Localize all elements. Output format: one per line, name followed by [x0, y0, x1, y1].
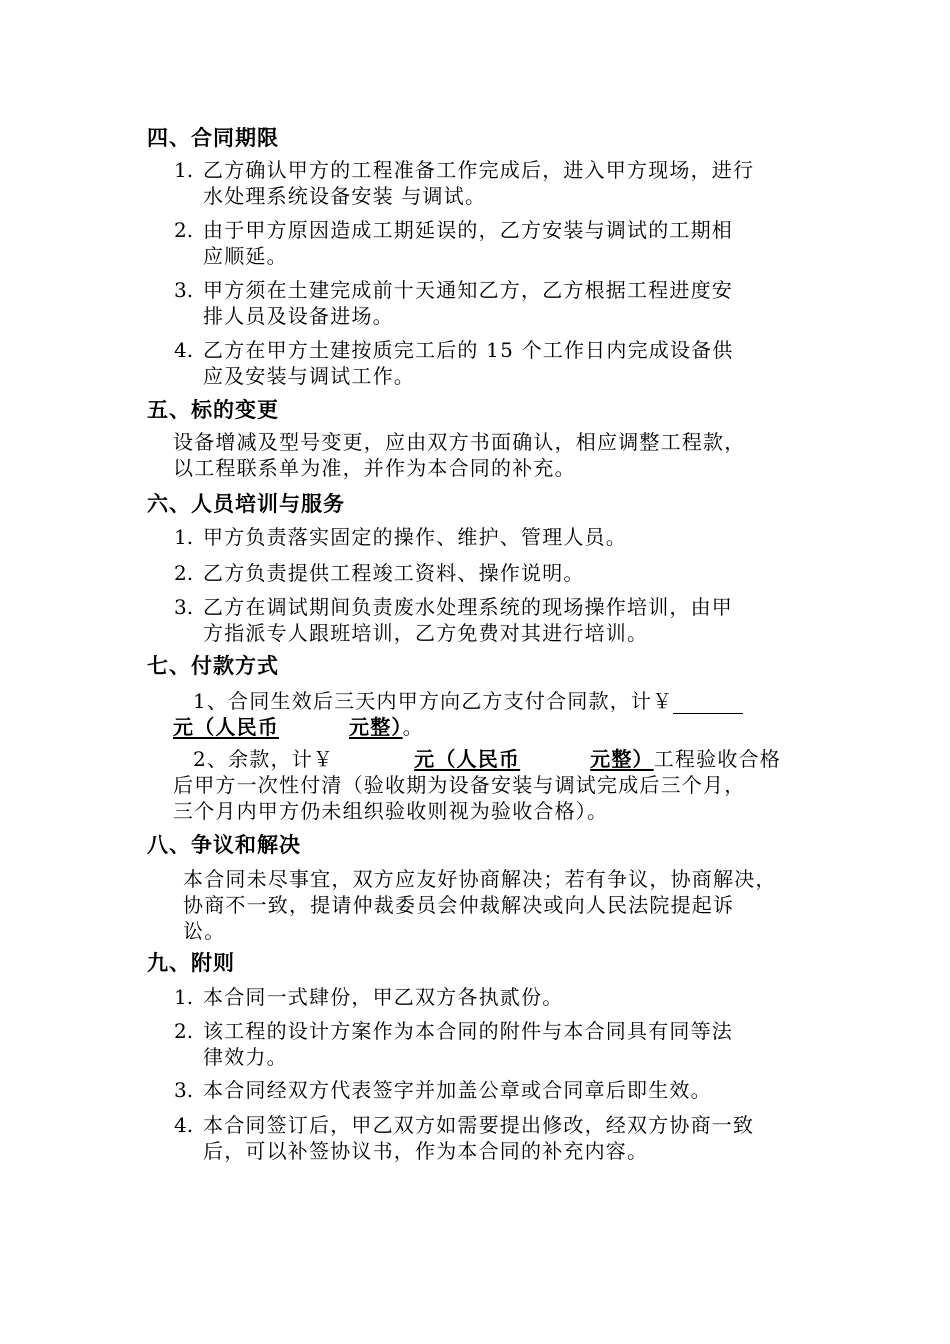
item-text: 本合同一式肆份，甲乙双方各执贰份。: [203, 985, 564, 1009]
paragraph-line: 协商不一致，提请仲裁委员会仲裁解决或向人民法院提起诉: [183, 893, 735, 917]
item-number: 3.: [174, 278, 194, 302]
item-text: 甲方须在土建完成前十天通知乙方，乙方根据工程进度安: [203, 278, 733, 302]
item-text-cont: 排人员及设备进场。: [203, 304, 394, 328]
amount-blank: [334, 746, 414, 772]
paragraph-line: 设备增减及型号变更，应由双方书面确认，相应调整工程款，: [173, 430, 746, 454]
item-text: 乙方负责提供工程竣工资料、操作说明。: [203, 561, 585, 585]
period: 。: [402, 715, 424, 739]
section-heading-payment: 七、付款方式: [147, 654, 279, 678]
rmb-label: 元（人民币: [414, 747, 521, 771]
item-text-cont: 后，可以补签协议书，作为本合同的补充内容。: [203, 1139, 649, 1163]
payment-clause-2-tail: 工程验收合格: [653, 747, 781, 771]
item-number: 4.: [174, 1113, 194, 1137]
payment-clause-1-text: 1、合同生效后三天内甲方向乙方支付合同款，计￥: [193, 689, 674, 713]
item-text: 该工程的设计方案作为本合同的附件与本合同具有同等法: [203, 1019, 733, 1043]
paragraph-line: 三个月内甲方仍未组织验收则视为验收合格）。: [173, 799, 609, 823]
rmb-end-label: 元整）: [349, 715, 403, 739]
item-text: 由于甲方原因造成工期延误的，乙方安装与调试的工期相: [203, 218, 733, 242]
paragraph: [173, 429, 745, 481]
item-number: 3.: [174, 595, 194, 619]
payment-clause-2-text: 2、余款，计￥: [193, 747, 335, 771]
rmb-label: 元（人民币: [173, 715, 279, 739]
list-item: [174, 984, 814, 1010]
payment-clause-1: [173, 688, 743, 740]
item-number: 3.: [174, 1078, 194, 1102]
item-number: 1.: [174, 985, 194, 1009]
list-item: [174, 157, 814, 209]
paragraph-line: 讼。: [183, 919, 226, 943]
section-heading-dispute: 八、争议和解决: [147, 833, 301, 857]
paragraph-line: 以工程联系单为准，并作为本合同的补充。: [173, 456, 576, 480]
paragraph: [183, 866, 777, 944]
item-text-cont: 水处理系统设备安装 与调试。: [203, 184, 487, 208]
list-item: [174, 337, 814, 389]
list-item: [174, 277, 814, 329]
rmb-end-label: 元整）: [590, 747, 654, 771]
item-text: 乙方在调试期间负责废水处理系统的现场操作培训，由甲: [203, 595, 733, 619]
item-text: 乙方在甲方土建按质完工后的 15 个工作日内完成设备供: [203, 338, 734, 362]
list-item: [174, 1018, 814, 1070]
section-heading-term: 四、合同期限: [147, 126, 279, 150]
rmb-blank: [520, 746, 590, 772]
item-number: 2.: [174, 218, 194, 242]
item-number: 1.: [174, 158, 194, 182]
item-number: 2.: [174, 1019, 194, 1043]
item-number: 1.: [174, 525, 194, 549]
item-text: 乙方确认甲方的工程准备工作完成后，进入甲方现场，进行: [203, 158, 755, 182]
section-heading-training: 六、人员培训与服务: [147, 492, 345, 516]
list-item: [174, 560, 814, 586]
payment-clause-2: [173, 746, 781, 824]
paragraph-line: 本合同未尽事宜，双方应友好协商解决；若有争议，协商解决，: [183, 867, 777, 891]
item-text-cont: 应及安装与调试工作。: [203, 364, 415, 388]
rmb-blank: [279, 714, 349, 740]
section-heading-subject-change: 五、标的变更: [147, 398, 279, 422]
item-text-cont: 应顺延。: [203, 244, 288, 268]
paragraph-line: 后甲方一次性付清（验收期为设备安装与调试完成后三个月，: [173, 773, 746, 797]
item-text: 本合同签订后，甲乙双方如需要提出修改，经双方协商一致: [203, 1113, 755, 1137]
list-item: [174, 524, 814, 550]
item-text: 本合同经双方代表签字并加盖公章或合同章后即生效。: [203, 1078, 712, 1102]
amount-blank: [673, 693, 743, 714]
list-item: [174, 1112, 814, 1164]
list-item: [174, 217, 814, 269]
list-item: [174, 594, 814, 646]
section-heading-appendix: 九、附则: [147, 951, 235, 975]
item-number: 4.: [174, 338, 194, 362]
list-item: [174, 1077, 814, 1103]
item-text-cont: 律效力。: [203, 1045, 288, 1069]
item-number: 2.: [174, 561, 194, 585]
item-text: 甲方负责落实固定的操作、维护、管理人员。: [203, 525, 627, 549]
item-text-cont: 方指派专人跟班培训，乙方免费对其进行培训。: [203, 621, 649, 645]
